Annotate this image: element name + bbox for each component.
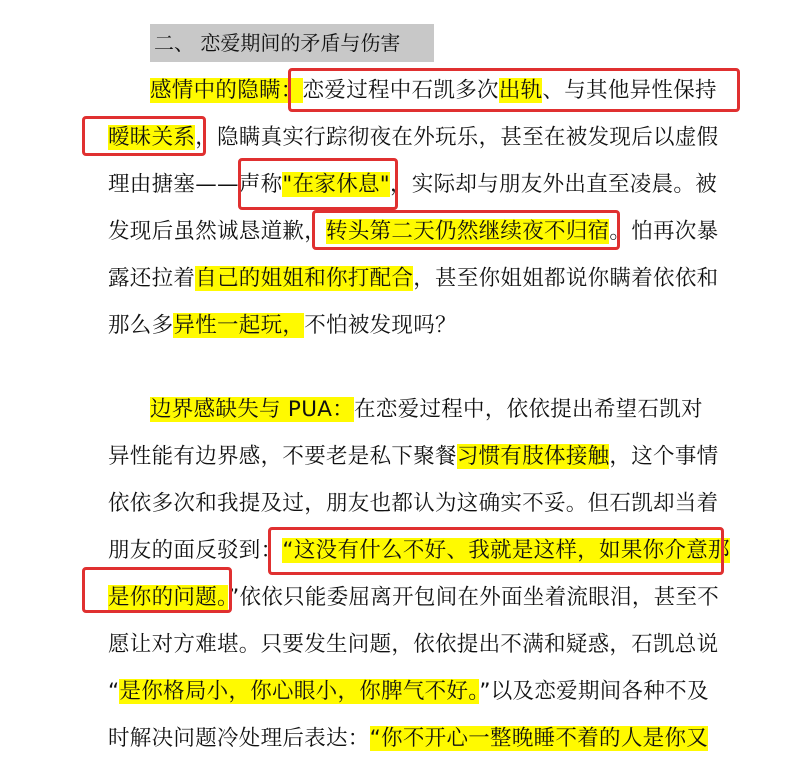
annotation-box: [288, 68, 740, 112]
text-run: 不怕被发现吗？: [304, 313, 457, 338]
text-run: 恋爱过程中石凯多次: [302, 78, 499, 103]
highlighted-text: 感情中的隐瞒：: [150, 78, 303, 103]
text-run: 异性能有边界感，不要老是私下聚餐: [108, 444, 457, 469]
text-run: 理由搪塞——声称: [108, 172, 283, 197]
highlighted-text: 自己的姐姐和你打配合: [195, 266, 414, 291]
text-line: [108, 724, 708, 754]
text-run: 时解决问题冷处理后表达：: [108, 726, 370, 751]
text-run: 。怕再次暴: [609, 219, 719, 244]
text-line: [108, 264, 718, 294]
annotation-box: [82, 567, 232, 613]
text-run: ”以及恋爱期间各种不及: [479, 679, 709, 704]
highlighted-text: 转头第二天仍然继续夜不归宿: [326, 219, 610, 244]
annotation-box: [82, 116, 206, 156]
text-line: [150, 395, 703, 425]
highlighted-text: 是你格局小，你心眼小，你脾气不好。: [119, 679, 480, 704]
highlighted-text: 是你的问题。: [108, 585, 229, 610]
text-run: 依依多次和我提及过，朋友也都认为这确实不妥。但石凯却当着: [108, 491, 719, 516]
text-run: 那么多: [108, 313, 174, 338]
text-run: 在恋爱过程中，依依提出希望石凯对: [354, 397, 703, 422]
highlighted-text: 习惯有肢体接触: [456, 444, 610, 469]
annotation-box: [312, 210, 620, 250]
text-line: [108, 442, 718, 472]
highlighted-text: “这没有什么不好、我就是这样，如果你介意那: [282, 538, 730, 563]
highlighted-text: 异性一起玩，: [173, 313, 305, 338]
text-run: 露还拉着: [108, 266, 196, 291]
text-run: 愿让对方难堪。只要发生问题，依依提出不满和疑惑，石凯总说: [108, 632, 719, 657]
highlighted-text: “你不开心一整晚睡不着的人是你又: [369, 726, 709, 751]
text-line: [108, 630, 718, 660]
highlighted-text: 出轨: [498, 78, 543, 103]
text-line: [108, 170, 717, 200]
highlighted-text: 边界感缺失与 PUA：: [150, 397, 355, 422]
section-heading: 二、 恋爱期间的矛盾与伤害: [150, 24, 434, 62]
text-line: [108, 311, 457, 341]
text-line: [108, 489, 718, 519]
text-run: 朋友的面反驳到：: [108, 538, 283, 563]
highlighted-text: 暧昧关系: [108, 125, 196, 150]
text-run: ”依依只能委屈离开包间在外面坐着流眼泪，甚至不: [228, 585, 720, 610]
text-run: ，实际却与朋友外出直至凌晨。被: [390, 172, 718, 197]
text-run: 、与其他异性保持: [542, 78, 717, 103]
text-run: ，这个事情: [609, 444, 719, 469]
annotation-box: [268, 527, 724, 575]
text-line: [108, 677, 709, 707]
highlighted-text: "在家休息": [282, 172, 390, 197]
text-run: ，甚至你姐姐都说你瞒着依依和: [413, 266, 719, 291]
text-run: ，隐瞒真实行踪彻夜在外玩乐，甚至在被发现后以虚假: [195, 125, 719, 150]
text-run: “: [108, 679, 120, 704]
text-run: 发现后虽然诚恳道歉，: [108, 219, 327, 244]
annotation-box: [238, 158, 398, 210]
